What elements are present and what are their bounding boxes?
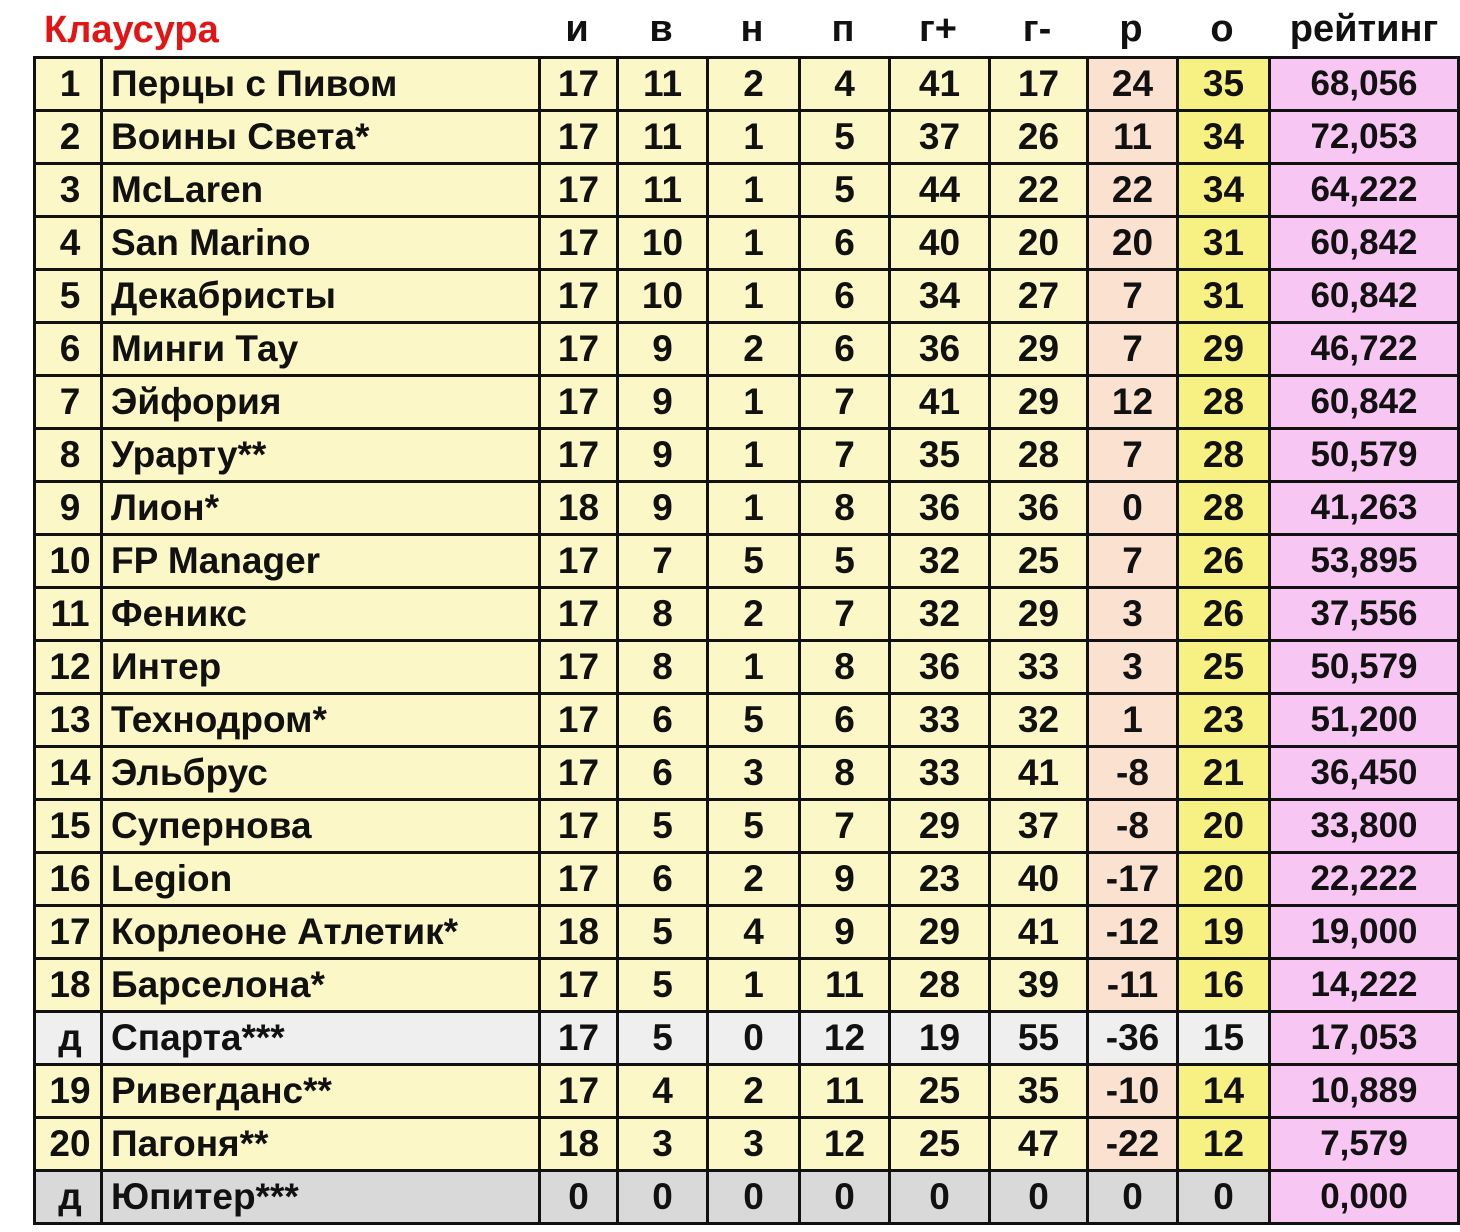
header-points: о <box>1210 8 1234 50</box>
drawn-cell: 1 <box>708 641 800 694</box>
table-row <box>35 323 1459 376</box>
goal-diff-cell: 3 <box>1088 588 1178 641</box>
table-row <box>35 694 1459 747</box>
lost-cell: 7 <box>800 800 890 853</box>
table-row <box>35 217 1459 270</box>
points-cell: 15 <box>1178 1012 1270 1065</box>
points-cell: 23 <box>1178 694 1270 747</box>
rating-cell: 0,000 <box>1270 1171 1459 1224</box>
played-cell: 17 <box>540 800 618 853</box>
lost-cell: 7 <box>800 376 890 429</box>
goals-against-cell: 28 <box>990 429 1088 482</box>
won-cell: 11 <box>618 164 708 217</box>
goals-against-cell: 55 <box>990 1012 1088 1065</box>
position-cell: 13 <box>35 694 102 747</box>
header-goals-for: г+ <box>918 8 958 50</box>
goal-diff-cell: 24 <box>1088 58 1178 111</box>
won-cell: 5 <box>618 959 708 1012</box>
goals-for-cell: 41 <box>890 376 990 429</box>
played-cell: 17 <box>540 747 618 800</box>
header-played: и <box>565 8 589 50</box>
won-cell: 9 <box>618 323 708 376</box>
team-name-cell: Ривerданс** <box>102 1065 540 1118</box>
played-cell: 17 <box>540 270 618 323</box>
position-cell: 16 <box>35 853 102 906</box>
played-cell: 17 <box>540 164 618 217</box>
position-cell: 15 <box>35 800 102 853</box>
table-row <box>35 853 1459 906</box>
table-row <box>35 906 1459 959</box>
lost-cell: 6 <box>800 270 890 323</box>
header-won: в <box>649 8 673 50</box>
points-cell: 21 <box>1178 747 1270 800</box>
goals-against-cell: 0 <box>990 1171 1088 1224</box>
lost-cell: 8 <box>800 482 890 535</box>
points-cell: 29 <box>1178 323 1270 376</box>
won-cell: 10 <box>618 217 708 270</box>
points-cell: 19 <box>1178 906 1270 959</box>
played-cell: 17 <box>540 429 618 482</box>
lost-cell: 6 <box>800 694 890 747</box>
position-cell: 12 <box>35 641 102 694</box>
goal-diff-cell: -12 <box>1088 906 1178 959</box>
table-row <box>35 959 1459 1012</box>
drawn-cell: 2 <box>708 323 800 376</box>
played-cell: 17 <box>540 217 618 270</box>
rating-cell: 10,889 <box>1270 1065 1459 1118</box>
rating-cell: 14,222 <box>1270 959 1459 1012</box>
lost-cell: 11 <box>800 1065 890 1118</box>
goals-for-cell: 37 <box>890 111 990 164</box>
table-row <box>35 270 1459 323</box>
goals-against-cell: 22 <box>990 164 1088 217</box>
points-cell: 12 <box>1178 1118 1270 1171</box>
goal-diff-cell: 20 <box>1088 217 1178 270</box>
played-cell: 17 <box>540 535 618 588</box>
played-cell: 17 <box>540 1065 618 1118</box>
lost-cell: 9 <box>800 906 890 959</box>
table-row <box>35 482 1459 535</box>
drawn-cell: 1 <box>708 482 800 535</box>
team-name-cell: Воины Света* <box>102 111 540 164</box>
points-cell: 16 <box>1178 959 1270 1012</box>
goals-against-cell: 41 <box>990 906 1088 959</box>
goals-for-cell: 33 <box>890 747 990 800</box>
drawn-cell: 2 <box>708 588 800 641</box>
goals-against-cell: 47 <box>990 1118 1088 1171</box>
rating-cell: 41,263 <box>1270 482 1459 535</box>
played-cell: 17 <box>540 641 618 694</box>
drawn-cell: 1 <box>708 429 800 482</box>
won-cell: 0 <box>618 1171 708 1224</box>
goal-diff-cell: -36 <box>1088 1012 1178 1065</box>
points-cell: 28 <box>1178 376 1270 429</box>
team-name-cell: Эльбрус <box>102 747 540 800</box>
played-cell: 18 <box>540 1118 618 1171</box>
played-cell: 17 <box>540 588 618 641</box>
team-name-cell: McLaren <box>102 164 540 217</box>
position-cell: 3 <box>35 164 102 217</box>
table-row <box>35 58 1459 111</box>
position-cell: 19 <box>35 1065 102 1118</box>
standings-body <box>35 58 1459 1224</box>
goal-diff-cell: -22 <box>1088 1118 1178 1171</box>
won-cell: 7 <box>618 535 708 588</box>
position-cell: 17 <box>35 906 102 959</box>
goals-for-cell: 44 <box>890 164 990 217</box>
goals-against-cell: 20 <box>990 217 1088 270</box>
played-cell: 17 <box>540 1012 618 1065</box>
won-cell: 5 <box>618 1012 708 1065</box>
won-cell: 11 <box>618 111 708 164</box>
goal-diff-cell: 0 <box>1088 482 1178 535</box>
goals-for-cell: 29 <box>890 800 990 853</box>
rating-cell: 46,722 <box>1270 323 1459 376</box>
lost-cell: 6 <box>800 217 890 270</box>
team-name-cell: Минги Тау <box>102 323 540 376</box>
points-cell: 20 <box>1178 853 1270 906</box>
team-name-cell: Супернова <box>102 800 540 853</box>
drawn-cell: 4 <box>708 906 800 959</box>
table-row <box>35 164 1459 217</box>
goal-diff-cell: -11 <box>1088 959 1178 1012</box>
points-cell: 26 <box>1178 588 1270 641</box>
drawn-cell: 5 <box>708 694 800 747</box>
rating-cell: 51,200 <box>1270 694 1459 747</box>
points-cell: 26 <box>1178 535 1270 588</box>
position-cell: 5 <box>35 270 102 323</box>
goals-for-cell: 41 <box>890 58 990 111</box>
rating-cell: 37,556 <box>1270 588 1459 641</box>
goals-against-cell: 29 <box>990 323 1088 376</box>
won-cell: 11 <box>618 58 708 111</box>
goal-diff-cell: 7 <box>1088 429 1178 482</box>
lost-cell: 9 <box>800 853 890 906</box>
points-cell: 34 <box>1178 164 1270 217</box>
goal-diff-cell: 1 <box>1088 694 1178 747</box>
table-row <box>35 800 1459 853</box>
played-cell: 18 <box>540 482 618 535</box>
points-cell: 0 <box>1178 1171 1270 1224</box>
played-cell: 17 <box>540 58 618 111</box>
goals-for-cell: 33 <box>890 694 990 747</box>
goals-against-cell: 33 <box>990 641 1088 694</box>
goals-for-cell: 32 <box>890 588 990 641</box>
position-cell: 1 <box>35 58 102 111</box>
rating-cell: 72,053 <box>1270 111 1459 164</box>
drawn-cell: 0 <box>708 1012 800 1065</box>
lost-cell: 4 <box>800 58 890 111</box>
table-row <box>35 641 1459 694</box>
drawn-cell: 2 <box>708 1065 800 1118</box>
rating-cell: 50,579 <box>1270 641 1459 694</box>
goals-for-cell: 28 <box>890 959 990 1012</box>
won-cell: 10 <box>618 270 708 323</box>
won-cell: 6 <box>618 747 708 800</box>
rating-cell: 36,450 <box>1270 747 1459 800</box>
table-row <box>35 429 1459 482</box>
goals-against-cell: 36 <box>990 482 1088 535</box>
drawn-cell: 2 <box>708 853 800 906</box>
table-row <box>35 1171 1459 1224</box>
played-cell: 18 <box>540 906 618 959</box>
position-cell: 10 <box>35 535 102 588</box>
goals-against-cell: 27 <box>990 270 1088 323</box>
team-name-cell: Юпитер*** <box>102 1171 540 1224</box>
won-cell: 9 <box>618 429 708 482</box>
drawn-cell: 3 <box>708 747 800 800</box>
drawn-cell: 3 <box>708 1118 800 1171</box>
goal-diff-cell: -8 <box>1088 800 1178 853</box>
goals-for-cell: 23 <box>890 853 990 906</box>
goals-against-cell: 39 <box>990 959 1088 1012</box>
table-header <box>0 0 1460 58</box>
goals-against-cell: 41 <box>990 747 1088 800</box>
team-name-cell: Спарта*** <box>102 1012 540 1065</box>
team-name-cell: FP Manager <box>102 535 540 588</box>
goal-diff-cell: 22 <box>1088 164 1178 217</box>
header-rating: рейтинг <box>1289 8 1439 50</box>
team-name-cell: Пагоня** <box>102 1118 540 1171</box>
team-name-cell: Декабристы <box>102 270 540 323</box>
goal-diff-cell: -17 <box>1088 853 1178 906</box>
table-row <box>35 588 1459 641</box>
goals-against-cell: 37 <box>990 800 1088 853</box>
position-cell: д <box>35 1171 102 1224</box>
lost-cell: 11 <box>800 959 890 1012</box>
goal-diff-cell: 7 <box>1088 535 1178 588</box>
table-row <box>35 111 1459 164</box>
won-cell: 9 <box>618 376 708 429</box>
team-name-cell: Лион* <box>102 482 540 535</box>
lost-cell: 7 <box>800 429 890 482</box>
goals-for-cell: 32 <box>890 535 990 588</box>
team-name-cell: Legion <box>102 853 540 906</box>
team-name-cell: Эйфория <box>102 376 540 429</box>
drawn-cell: 5 <box>708 800 800 853</box>
drawn-cell: 1 <box>708 270 800 323</box>
played-cell: 17 <box>540 959 618 1012</box>
team-name-cell: San Marino <box>102 217 540 270</box>
lost-cell: 5 <box>800 535 890 588</box>
rating-cell: 22,222 <box>1270 853 1459 906</box>
goals-for-cell: 0 <box>890 1171 990 1224</box>
team-name-cell: Технодром* <box>102 694 540 747</box>
won-cell: 8 <box>618 641 708 694</box>
lost-cell: 8 <box>800 747 890 800</box>
drawn-cell: 1 <box>708 959 800 1012</box>
won-cell: 5 <box>618 906 708 959</box>
drawn-cell: 1 <box>708 111 800 164</box>
position-cell: д <box>35 1012 102 1065</box>
lost-cell: 7 <box>800 588 890 641</box>
team-name-cell: Интер <box>102 641 540 694</box>
drawn-cell: 2 <box>708 58 800 111</box>
goal-diff-cell: -8 <box>1088 747 1178 800</box>
rating-cell: 19,000 <box>1270 906 1459 959</box>
header-goals-against: г- <box>1022 8 1052 50</box>
rating-cell: 68,056 <box>1270 58 1459 111</box>
header-drawn: н <box>740 8 764 50</box>
goal-diff-cell: 7 <box>1088 323 1178 376</box>
won-cell: 9 <box>618 482 708 535</box>
goal-diff-cell: 3 <box>1088 641 1178 694</box>
goals-for-cell: 36 <box>890 641 990 694</box>
rating-cell: 33,800 <box>1270 800 1459 853</box>
played-cell: 17 <box>540 694 618 747</box>
lost-cell: 12 <box>800 1012 890 1065</box>
goal-diff-cell: 0 <box>1088 1171 1178 1224</box>
goals-for-cell: 19 <box>890 1012 990 1065</box>
table-row <box>35 535 1459 588</box>
goals-for-cell: 40 <box>890 217 990 270</box>
rating-cell: 60,842 <box>1270 376 1459 429</box>
goals-for-cell: 34 <box>890 270 990 323</box>
drawn-cell: 1 <box>708 217 800 270</box>
goals-for-cell: 25 <box>890 1065 990 1118</box>
points-cell: 28 <box>1178 429 1270 482</box>
goal-diff-cell: 12 <box>1088 376 1178 429</box>
table-row <box>35 1012 1459 1065</box>
table-row <box>35 1118 1459 1171</box>
goals-for-cell: 36 <box>890 323 990 376</box>
rating-cell: 53,895 <box>1270 535 1459 588</box>
team-name-cell: Феникс <box>102 588 540 641</box>
won-cell: 8 <box>618 588 708 641</box>
lost-cell: 12 <box>800 1118 890 1171</box>
table-row <box>35 376 1459 429</box>
points-cell: 35 <box>1178 58 1270 111</box>
points-cell: 28 <box>1178 482 1270 535</box>
won-cell: 6 <box>618 694 708 747</box>
goals-for-cell: 29 <box>890 906 990 959</box>
lost-cell: 5 <box>800 111 890 164</box>
header-goal-diff: р <box>1119 8 1143 50</box>
drawn-cell: 1 <box>708 376 800 429</box>
table-row <box>35 1065 1459 1118</box>
played-cell: 0 <box>540 1171 618 1224</box>
goals-against-cell: 32 <box>990 694 1088 747</box>
team-name-cell: Корлеоне Атлетик* <box>102 906 540 959</box>
points-cell: 31 <box>1178 217 1270 270</box>
rating-cell: 17,053 <box>1270 1012 1459 1065</box>
position-cell: 7 <box>35 376 102 429</box>
position-cell: 11 <box>35 588 102 641</box>
drawn-cell: 1 <box>708 164 800 217</box>
lost-cell: 6 <box>800 323 890 376</box>
position-cell: 2 <box>35 111 102 164</box>
goal-diff-cell: -10 <box>1088 1065 1178 1118</box>
lost-cell: 8 <box>800 641 890 694</box>
played-cell: 17 <box>540 376 618 429</box>
rating-cell: 60,842 <box>1270 217 1459 270</box>
goal-diff-cell: 11 <box>1088 111 1178 164</box>
rating-cell: 64,222 <box>1270 164 1459 217</box>
rating-cell: 60,842 <box>1270 270 1459 323</box>
won-cell: 3 <box>618 1118 708 1171</box>
goals-against-cell: 17 <box>990 58 1088 111</box>
position-cell: 9 <box>35 482 102 535</box>
points-cell: 14 <box>1178 1065 1270 1118</box>
goals-against-cell: 26 <box>990 111 1088 164</box>
goals-for-cell: 25 <box>890 1118 990 1171</box>
played-cell: 17 <box>540 111 618 164</box>
lost-cell: 0 <box>800 1171 890 1224</box>
team-name-cell: Урарту** <box>102 429 540 482</box>
position-cell: 4 <box>35 217 102 270</box>
goals-against-cell: 35 <box>990 1065 1088 1118</box>
drawn-cell: 5 <box>708 535 800 588</box>
points-cell: 31 <box>1178 270 1270 323</box>
goals-for-cell: 36 <box>890 482 990 535</box>
position-cell: 18 <box>35 959 102 1012</box>
team-name-cell: Перцы с Пивом <box>102 58 540 111</box>
points-cell: 25 <box>1178 641 1270 694</box>
won-cell: 6 <box>618 853 708 906</box>
goals-against-cell: 25 <box>990 535 1088 588</box>
standings-table <box>33 56 1460 1225</box>
played-cell: 17 <box>540 323 618 376</box>
header-lost: п <box>831 8 855 50</box>
table-row <box>35 747 1459 800</box>
goals-against-cell: 29 <box>990 588 1088 641</box>
lost-cell: 5 <box>800 164 890 217</box>
played-cell: 17 <box>540 853 618 906</box>
position-cell: 8 <box>35 429 102 482</box>
points-cell: 34 <box>1178 111 1270 164</box>
drawn-cell: 0 <box>708 1171 800 1224</box>
position-cell: 20 <box>35 1118 102 1171</box>
rating-cell: 50,579 <box>1270 429 1459 482</box>
goals-against-cell: 29 <box>990 376 1088 429</box>
team-name-cell: Барселона* <box>102 959 540 1012</box>
points-cell: 20 <box>1178 800 1270 853</box>
position-cell: 14 <box>35 747 102 800</box>
page-title: Клаусура <box>44 9 219 51</box>
won-cell: 4 <box>618 1065 708 1118</box>
won-cell: 5 <box>618 800 708 853</box>
position-cell: 6 <box>35 323 102 376</box>
rating-cell: 7,579 <box>1270 1118 1459 1171</box>
goals-for-cell: 35 <box>890 429 990 482</box>
goals-against-cell: 40 <box>990 853 1088 906</box>
goal-diff-cell: 7 <box>1088 270 1178 323</box>
